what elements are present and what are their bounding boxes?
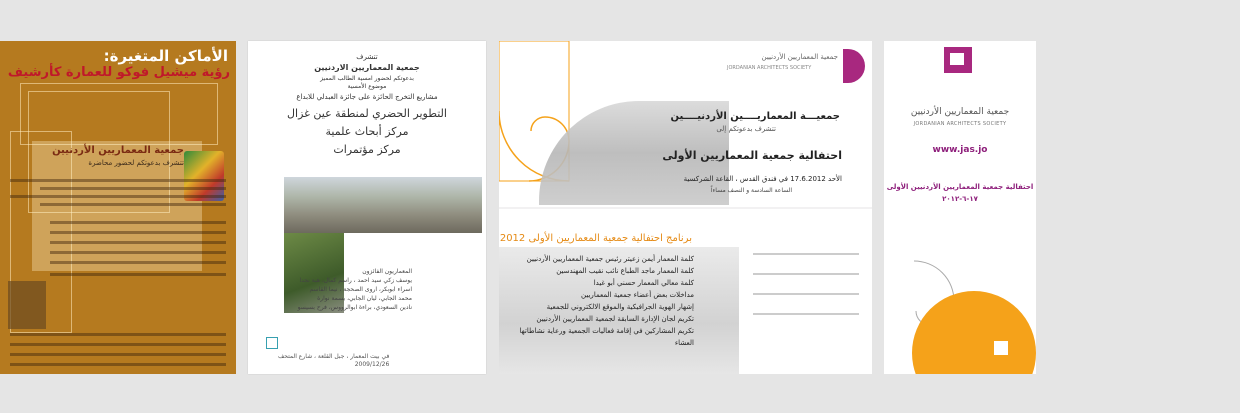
text-line bbox=[10, 179, 226, 182]
inv-line4: موضوع الأمسية bbox=[347, 83, 387, 90]
landscape-photo bbox=[284, 177, 482, 233]
program-list bbox=[499, 253, 694, 349]
society-logo-icon bbox=[266, 337, 278, 349]
poster-org: جمعية المعماريين الأردنيين bbox=[52, 145, 184, 156]
invitation-card bbox=[884, 41, 1036, 374]
invitation-student-evening bbox=[248, 41, 486, 374]
invitation-front bbox=[499, 41, 872, 207]
text-line bbox=[10, 195, 226, 198]
building-graphic bbox=[8, 281, 46, 329]
inv-conference: مركز مؤتمرات bbox=[333, 143, 401, 156]
winners-item: اسراء ابوبكر، اروى الصحجة ، نيما القاسم bbox=[309, 286, 412, 293]
text-line bbox=[10, 333, 226, 336]
website-link[interactable]: www.jas.jo bbox=[932, 145, 988, 155]
text-line bbox=[40, 187, 226, 190]
inv-org: جمعية المعماريين الاردنيين bbox=[314, 63, 420, 72]
program-item: إشهار الهوية الجرافيكية والموقع الالكتروني للجمعية bbox=[546, 303, 694, 311]
text-line bbox=[50, 251, 226, 254]
inv-org: جمعيـــة المعماريــــين الأردنيــــين bbox=[670, 111, 840, 122]
logo-english: JORDANIAN ARCHITECTS SOCIETY bbox=[913, 121, 1007, 127]
event-datetime: الأحد 17.6.2012 في فندق القدس ، القاعة الشركسية bbox=[683, 175, 842, 183]
inv-venue bbox=[278, 353, 389, 369]
poster-lecture bbox=[0, 41, 236, 374]
poster-title: الأماكن المتغيرة: bbox=[103, 47, 228, 65]
program-item: مداخلات بعض أعضاء جمعية المعماريين bbox=[581, 291, 694, 299]
text-line bbox=[10, 363, 226, 366]
text-line bbox=[40, 203, 226, 206]
venue-text: في بيت المعمار ، جبل القلعة ، شارع المتحف bbox=[278, 353, 390, 360]
logo-arabic: جمعية المعماريين الأردنيين bbox=[761, 53, 838, 61]
program-item: تكريم المشاركين في إقامة فعاليات الجمعية ورعاية نشاطاتها bbox=[519, 327, 694, 335]
text-line bbox=[50, 231, 226, 234]
text-line bbox=[50, 221, 226, 224]
program-item: كلمة المعمار ماجد الطباع نائب نقيب المهندسين bbox=[556, 267, 694, 275]
event-title: احتفالية جمعية المعماريين الأولى bbox=[662, 149, 842, 162]
inv-line3: بدعوتكم لحضور امسية الطالب المميز bbox=[320, 75, 414, 82]
text-line bbox=[50, 261, 226, 264]
logo-square-icon bbox=[994, 341, 1008, 355]
winners-item: نادين السعودي، براءة ابوالرووس، فرح بسيسو bbox=[297, 304, 412, 311]
program-item: كلمة المعمار أيمن زعيتر رئيس جمعية المعماريين الأردنيين bbox=[526, 255, 694, 263]
logo-english: JORDANIAN ARCHITECTS SOCIETY bbox=[727, 65, 812, 71]
winners-item: محمد الجابي، ليان الجابي، بسمة نوارة bbox=[317, 295, 412, 302]
text-line bbox=[10, 343, 226, 346]
program-item: العشاء bbox=[674, 339, 694, 347]
inv-line1: تتشرف bbox=[356, 53, 378, 61]
inv-project: التطوير الحضري لمنطقة عين غزال bbox=[287, 107, 447, 120]
text-line bbox=[50, 241, 226, 244]
text-line bbox=[10, 353, 226, 356]
poster-invite: تتشرف بدعوتكم لحضور محاضرة bbox=[88, 159, 184, 167]
program-item: تكريم لجان الإدارة السابقة لجمعية المعماريين الأردنيين bbox=[536, 315, 694, 323]
winners-list bbox=[298, 267, 412, 312]
handwritten-notes bbox=[753, 243, 859, 333]
winners-heading: المعماريون الفائزون bbox=[362, 268, 412, 275]
carnival-photo bbox=[184, 151, 224, 201]
event-time: الساعة السادسة و النصف مساءاً bbox=[710, 187, 792, 194]
winners-item: يوسف زكي سيد احمد ، راسم كمال، هبة نجدا bbox=[299, 277, 412, 284]
text-line bbox=[50, 273, 226, 276]
inv-line5: مشاريع التخرج الحائزة على جائزة العبدلي للابداع bbox=[296, 93, 438, 101]
logo-arabic: جمعية المعماريين الأردنيين bbox=[910, 107, 1010, 117]
program-item: كلمة معالي المعمار حسني أبو غيدا bbox=[593, 279, 694, 287]
poster-subtitle: رؤية ميشيل فوكو للعمارة كأرشيف bbox=[7, 65, 230, 80]
inv-date: 2009/12/26 bbox=[354, 361, 390, 368]
inv-research: مركز أبحاث علمية bbox=[325, 125, 409, 138]
inv-line: تتشرف بدعوتكم إلى bbox=[716, 125, 776, 133]
event-title: احتفالية جمعية المعماريين الأردنيين الأولى bbox=[886, 183, 1034, 191]
event-date: ١٧-٦-٢٠١٢ bbox=[942, 195, 978, 203]
invitation-celebration bbox=[499, 41, 872, 374]
program-title: برنامج احتفالية جمعية المعماريين الأولى 2012 bbox=[499, 233, 692, 244]
invitation-program bbox=[499, 209, 872, 374]
